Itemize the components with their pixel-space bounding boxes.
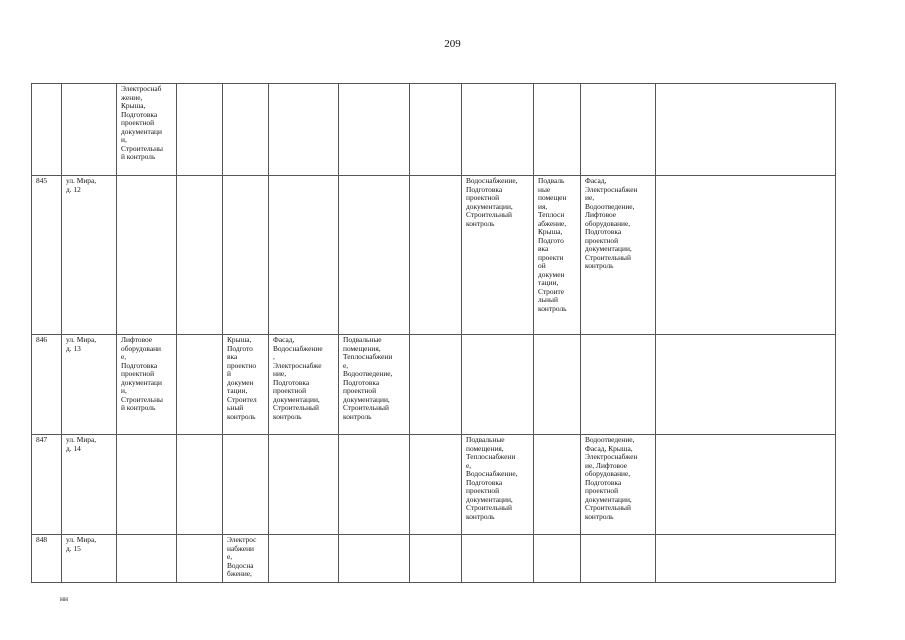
cell-text: Фасад, Электроснабжен ие, Водоотведение, Лифтовое оборудование, Подготовка проектной документации, Строительный контроль xyxy=(585,176,638,270)
table-cell-address xyxy=(62,435,117,535)
table-cell-c8 xyxy=(534,335,581,435)
table-cell-c9 xyxy=(581,84,656,176)
cell-text: ул. Мира, д. 12 xyxy=(66,176,97,194)
table-cell-c9 xyxy=(581,176,656,335)
table-cell-num xyxy=(32,335,62,435)
table-cell-c4 xyxy=(269,176,339,335)
table-cell-c6 xyxy=(410,176,462,335)
table-cell-c3 xyxy=(223,435,269,535)
table-cell-c10 xyxy=(656,84,836,176)
table-cell-c7 xyxy=(462,435,534,535)
cell-text: ул. Мира, д. 13 xyxy=(66,335,97,353)
table-cell-c10 xyxy=(656,535,836,583)
table-cell-c7 xyxy=(462,84,534,176)
table-cell-c6 xyxy=(410,84,462,176)
table-cell-c2 xyxy=(177,176,223,335)
cell-text: Электроснаб жение, Крыша, Подготовка проектной документаци и, Строительны й контроль xyxy=(121,84,163,161)
table-cell-c4 xyxy=(269,84,339,176)
table-cell-c7 xyxy=(462,535,534,583)
cell-text: Фасад, Водоснабжение , Электроснабже ние, Подготовка проектной документации, Строительный контроль xyxy=(273,335,323,421)
table-cell-c8 xyxy=(534,535,581,583)
table-row xyxy=(32,84,836,176)
table-cell-c2 xyxy=(177,84,223,176)
table-cell-c5 xyxy=(339,535,410,583)
housing-works-table xyxy=(31,83,836,583)
table-cell-c6 xyxy=(410,335,462,435)
table-cell-c2 xyxy=(177,435,223,535)
table-cell-c10 xyxy=(656,335,836,435)
cell-text: ул. Мира, д. 14 xyxy=(66,435,97,453)
table-cell-c5 xyxy=(339,176,410,335)
table-cell-c9 xyxy=(581,535,656,583)
table-row xyxy=(32,335,836,435)
table-cell-address xyxy=(62,335,117,435)
table-cell-c8 xyxy=(534,84,581,176)
cell-text: Лифтовое оборудовани е, Подготовка проектной документаци и, Строительны й контроль xyxy=(121,335,163,412)
table-cell-c1 xyxy=(117,535,177,583)
table-cell-num xyxy=(32,176,62,335)
table-cell-c3 xyxy=(223,176,269,335)
table-cell-c9 xyxy=(581,435,656,535)
table-cell-num xyxy=(32,535,62,583)
table-cell-num xyxy=(32,84,62,176)
table-row xyxy=(32,535,836,583)
table-cell-c1 xyxy=(117,84,177,176)
table-cell-c1 xyxy=(117,176,177,335)
cell-text: Подвальные помещения, Теплоснабжени е, Водоотведение, Подготовка проектной документации, Строительный контроль xyxy=(343,335,393,421)
table-cell-c6 xyxy=(410,435,462,535)
cell-text: Водоотведение, Фасад, Крыша, Электроснабжен ие, Лифтовое оборудование, Подготовка проектной документации, Строительный контроль xyxy=(585,435,638,521)
page-number: 209 xyxy=(444,38,461,50)
table-cell-c2 xyxy=(177,335,223,435)
footer-mark: нн xyxy=(60,594,69,603)
table-cell-c4 xyxy=(269,335,339,435)
table-cell-c4 xyxy=(269,435,339,535)
table-row xyxy=(32,435,836,535)
table-cell-c3 xyxy=(223,335,269,435)
table-cell-c1 xyxy=(117,335,177,435)
table-cell-c3 xyxy=(223,84,269,176)
table-cell-c6 xyxy=(410,535,462,583)
table-cell-c7 xyxy=(462,335,534,435)
table-cell-c8 xyxy=(534,176,581,335)
cell-text: 848 xyxy=(36,535,48,544)
table-cell-c2 xyxy=(177,535,223,583)
cell-text: Крыша, Подгото вка проектно й докумен тации, Строител ьный контроль xyxy=(227,335,257,421)
table-cell-c3 xyxy=(223,535,269,583)
table-cell-address xyxy=(62,84,117,176)
cell-text: Подваль ные помещен ия, Теплосн абжение, Крыша, Подгото вка проекти ой докумен тации, Строите льный контроль xyxy=(538,176,567,313)
table-cell-c8 xyxy=(534,435,581,535)
table-cell-num xyxy=(32,435,62,535)
cell-text: Электрос набжени е, Водосна бжение, xyxy=(227,535,257,578)
table-cell-address xyxy=(62,535,117,583)
table-cell-c10 xyxy=(656,176,836,335)
cell-text: 847 xyxy=(36,435,48,444)
cell-text: Водоснабжение, Подготовка проектной документации, Строительный контроль xyxy=(466,176,518,228)
table-row xyxy=(32,176,836,335)
table-cell-c7 xyxy=(462,176,534,335)
table-cell-c1 xyxy=(117,435,177,535)
table-cell-address xyxy=(62,176,117,335)
table-cell-c4 xyxy=(269,535,339,583)
cell-text: 845 xyxy=(36,176,48,185)
cell-text: ул. Мира, д. 15 xyxy=(66,535,97,553)
table-cell-c10 xyxy=(656,435,836,535)
table-cell-c5 xyxy=(339,335,410,435)
cell-text: 846 xyxy=(36,335,48,344)
table-cell-c5 xyxy=(339,435,410,535)
cell-text: Подвальные помещения, Теплоснабжени е, Водоснабжение, Подготовка проектной документации, Строительный контроль xyxy=(466,435,518,521)
table-cell-c5 xyxy=(339,84,410,176)
table-cell-c9 xyxy=(581,335,656,435)
